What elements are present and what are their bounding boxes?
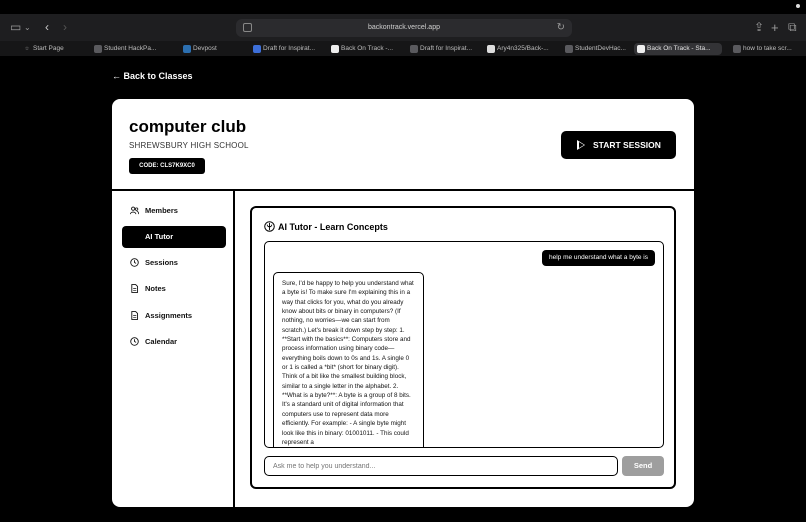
user-message: help me understand what a byte is <box>542 250 655 266</box>
page-title: computer club <box>129 117 247 136</box>
browser-toolbar <box>0 14 806 41</box>
sidebar-item-calendar[interactable] <box>122 331 226 353</box>
site-icon <box>331 45 339 53</box>
url-text: backontrack.vercel.app <box>368 24 440 31</box>
site-icon <box>565 45 573 53</box>
play-icon <box>577 140 585 150</box>
github-icon <box>487 45 495 53</box>
back-arrow-icon[interactable]: ‹ <box>45 20 49 34</box>
sidebar-item-label: Members <box>145 206 178 215</box>
tab-4[interactable] <box>328 43 402 55</box>
tab-label: StudentDevHac... <box>575 45 626 52</box>
site-icon <box>733 45 741 53</box>
send-button[interactable]: Send <box>622 456 664 476</box>
page <box>0 56 806 522</box>
star-icon: ☆ <box>24 46 30 52</box>
tab-3[interactable] <box>250 43 322 55</box>
tab-label: Back On Track -... <box>341 45 394 52</box>
tab-0[interactable] <box>20 43 90 55</box>
sidebar-item-label: Sessions <box>145 258 178 267</box>
new-tab-icon[interactable]: + <box>771 20 779 35</box>
chevron-down-icon[interactable]: ⌄ <box>24 23 31 32</box>
tab-label: Back On Track - Sta... <box>647 45 711 52</box>
status-dot <box>796 4 800 8</box>
start-session-label: START SESSION <box>593 140 661 150</box>
tab-2[interactable] <box>180 43 242 55</box>
robot-icon <box>264 221 275 232</box>
system-menubar <box>0 0 806 14</box>
tab-overview-icon[interactable]: ⧉ <box>788 20 797 34</box>
tab-label: Draft for Inspirat... <box>420 45 473 52</box>
clock-icon <box>130 258 139 267</box>
tutor-question-input[interactable] <box>264 456 618 476</box>
tab-label: Start Page <box>33 45 64 52</box>
ai-tutor-panel <box>250 206 676 489</box>
tab-8-active[interactable] <box>634 43 722 55</box>
tab-label: how to take scr... <box>743 45 792 52</box>
chat-window[interactable] <box>264 241 664 448</box>
devpost-icon <box>183 45 191 53</box>
reload-icon[interactable]: ↻ <box>556 22 565 33</box>
site-icon <box>94 45 102 53</box>
doc-icon <box>410 45 418 53</box>
document-icon <box>130 311 139 320</box>
site-icon <box>637 45 645 53</box>
doc-icon <box>253 45 261 53</box>
class-code-badge: CODE: CLS7K9XC0 <box>129 158 205 174</box>
tab-1[interactable] <box>91 43 163 55</box>
sidebar-toggle-icon[interactable]: ▭ <box>10 20 22 34</box>
sidebar-item-label: Calendar <box>145 337 178 346</box>
back-to-classes-link[interactable]: ← Back to Classes <box>112 71 193 81</box>
tab-label: Ary4n325/Back-... <box>497 45 549 52</box>
tab-bar <box>0 41 806 56</box>
sidebar-item-label: Notes <box>145 284 166 293</box>
class-card <box>112 99 694 507</box>
forward-arrow-icon[interactable]: › <box>63 20 67 34</box>
tab-label: Devpost <box>193 45 217 52</box>
school-name: SHREWSBURY HIGH SCHOOL <box>129 141 249 150</box>
sidebar-item-sessions[interactable] <box>122 252 226 274</box>
sidebar-item-notes[interactable] <box>122 278 226 300</box>
sidebar-divider <box>233 191 235 507</box>
sidebar-item-assignments[interactable] <box>122 305 226 327</box>
users-icon <box>130 206 139 215</box>
tab-label: Student HackPa... <box>104 45 157 52</box>
divider <box>112 189 694 191</box>
tab-7[interactable] <box>562 43 634 55</box>
sidebar-item-ai-tutor[interactable] <box>122 226 226 248</box>
sidebar-item-members[interactable] <box>122 200 226 222</box>
clock-icon <box>130 337 139 346</box>
sidebar-item-label: Assignments <box>145 311 193 320</box>
tab-9[interactable] <box>730 43 802 55</box>
sidebar-item-label: AI Tutor <box>145 232 174 241</box>
ai-message: Sure, I'd be happy to help you understand what a byte is! To make sure I'm explaining this in a way that clicks for you, what do you already know about bits or binary in computers? (If nothing, no worries—we can start from scratch.) Let's break it down step by step: 1. **Start with the basics**: Computers store and process information using binary code—everything boils down to 0s and 1s. A single 0 or 1 is called a *bit* (short for binary digit). Think of a bit like the smallest building block, similar to a single letter in the alphabet. 2. **What is a byte?**: A byte is a group of 8 bits. It's a standard unit of digital information that computers use to represent data more efficiently. For example: - A single byte might look like this in binary: 01001011. - This could represent a <box>273 272 424 448</box>
start-session-button[interactable] <box>561 131 676 159</box>
share-icon[interactable]: ⇪ <box>754 20 765 34</box>
document-icon <box>130 284 139 293</box>
ai-tutor-title: AI Tutor - Learn Concepts <box>278 222 388 232</box>
tab-5[interactable] <box>407 43 479 55</box>
tab-label: Draft for Inspirat... <box>263 45 316 52</box>
tab-6[interactable] <box>484 43 560 55</box>
address-bar[interactable] <box>236 19 572 37</box>
